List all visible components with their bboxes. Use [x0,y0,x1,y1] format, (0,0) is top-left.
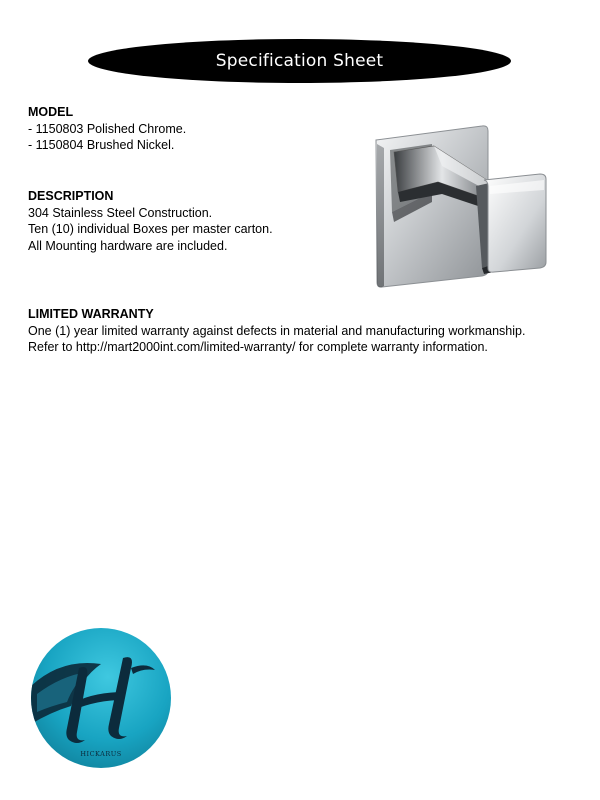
model-line: - 1150804 Brushed Nickel. [28,138,175,152]
warranty-section [28,306,525,356]
model-line: - 1150803 Polished Chrome. [28,121,187,136]
description-section [28,188,273,254]
robe-hook-image [372,122,552,292]
model-section [28,104,186,154]
model-heading: MODEL [28,105,74,119]
page-title: Specification Sheet [215,51,384,71]
description-line: All Mounting hardware are included. [28,238,228,253]
title-banner [88,39,511,83]
description-line: 304 Stainless Steel Construction. [28,205,213,220]
warranty-line: One (1) year limited warranty against defects in material and manufacturing workmanship. [28,323,526,338]
description-line: Ten (10) individual Boxes per master carton. [28,222,273,236]
logo-text: HICKARUS [80,750,122,758]
description-heading: DESCRIPTION [28,189,114,203]
hickarus-logo [31,628,171,768]
warranty-line: Refer to http://mart2000int.com/limited-warranty/ for complete warranty information. [28,340,488,354]
warranty-heading: LIMITED WARRANTY [28,307,154,321]
